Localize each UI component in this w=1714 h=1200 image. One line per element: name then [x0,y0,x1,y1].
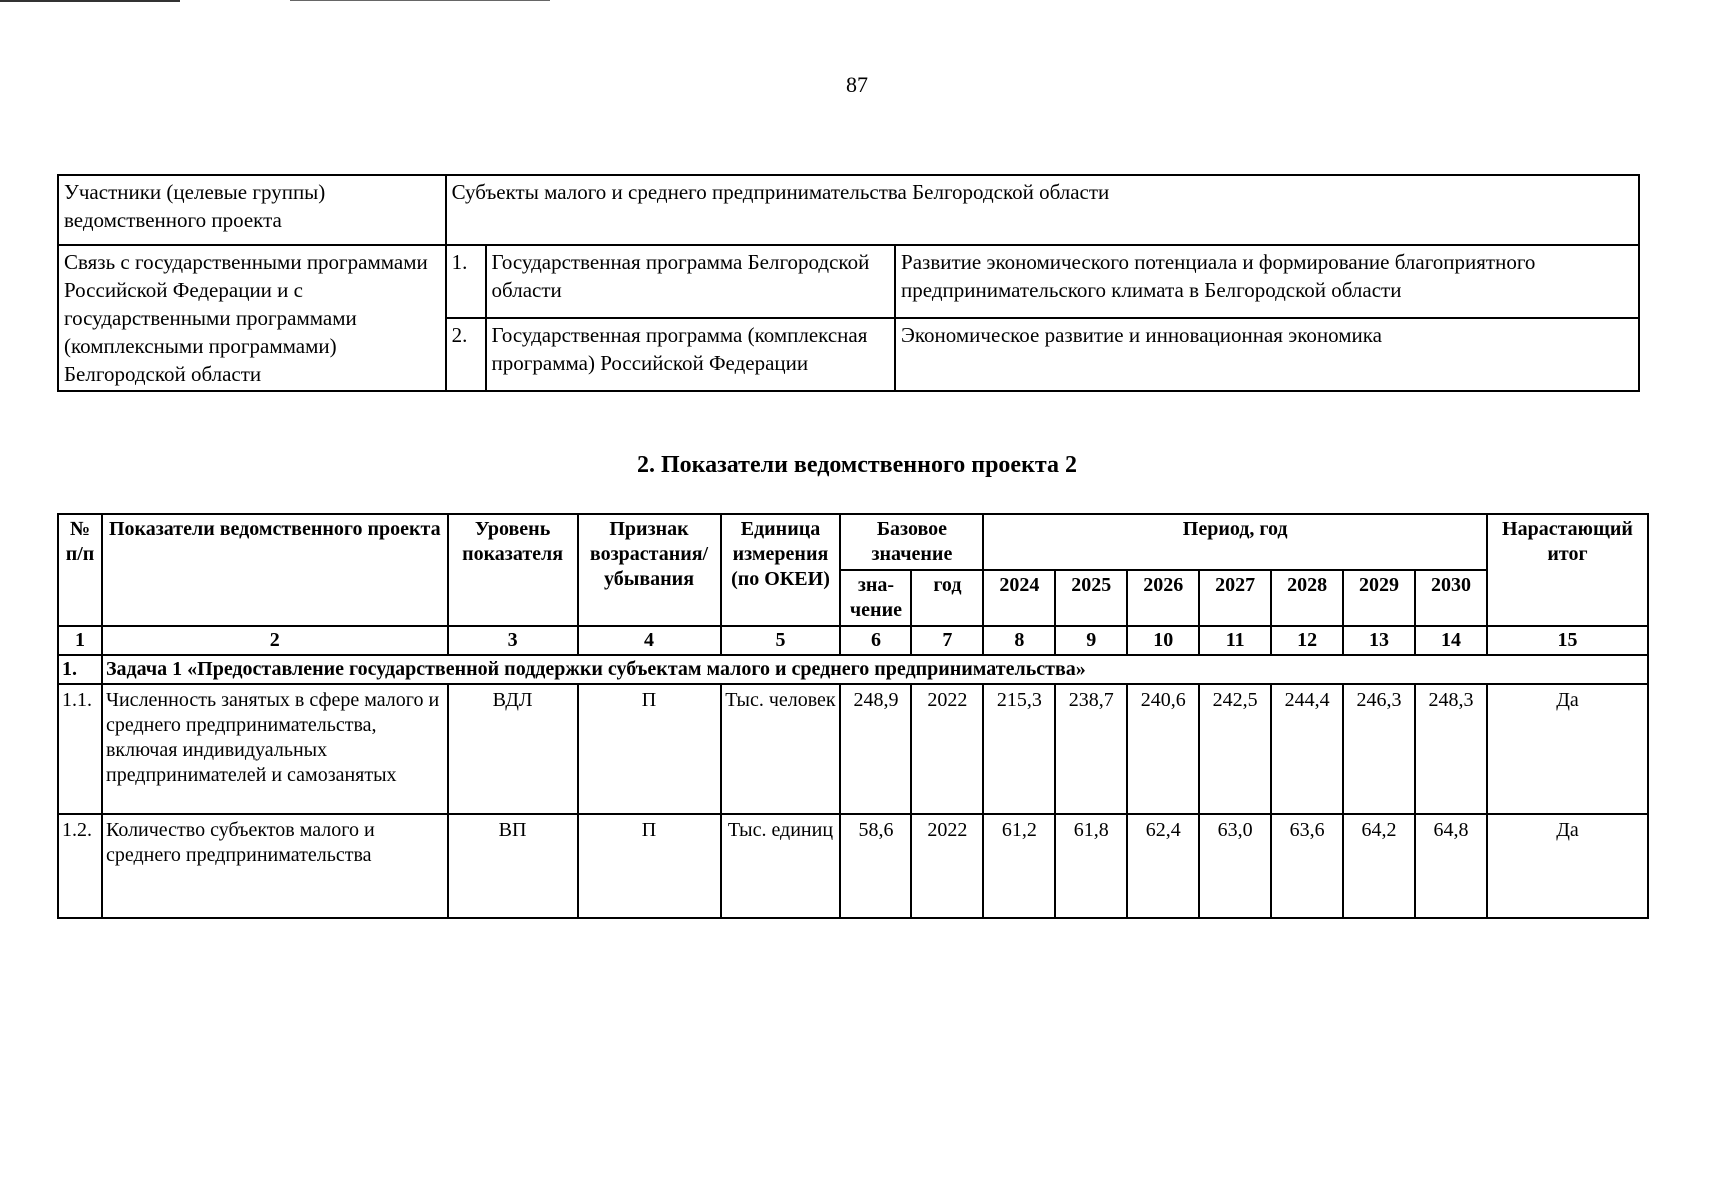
task-title: Задача 1 «Предоставление государственной поддержки субъектам малого и среднего предпринимательства» [102,655,1648,684]
indicator-year-value: 62,4 [1127,814,1199,918]
indicator-year-value: 246,3 [1343,684,1415,814]
indicator-trend: П [578,684,721,814]
column-number: 11 [1199,626,1271,655]
column-number: 7 [911,626,983,655]
indicator-row [58,814,1648,918]
column-number: 6 [840,626,911,655]
program-name: Развитие экономического потенциала и формирование благоприятного предпринимательского климата в Белгородской области [895,245,1639,318]
project-info-table [57,174,1640,392]
indicator-base-value: 58,6 [840,814,911,918]
task-number: 1. [58,655,102,684]
indicators-table [57,513,1649,919]
program-link-label: Связь с государственными программами Российской Федерации и с государственными программами (комплексными программами) Белгородской области [58,245,446,391]
indicator-level: ВДЛ [448,684,578,814]
indicator-year-value: 242,5 [1199,684,1271,814]
header-base-year: год [911,570,983,626]
header-year: 2030 [1415,570,1487,626]
column-number: 4 [578,626,721,655]
column-number-row [58,626,1648,655]
column-number: 2 [102,626,448,655]
header-base: Базовое значение [840,514,983,570]
indicator-base-year: 2022 [911,684,983,814]
indicator-level: ВП [448,814,578,918]
indicator-year-value: 64,8 [1415,814,1487,918]
indicator-year-value: 240,6 [1127,684,1199,814]
indicator-year-value: 61,2 [983,814,1055,918]
column-number: 15 [1487,626,1648,655]
indicator-year-value: 248,3 [1415,684,1487,814]
program-name: Экономическое развитие и инновационная экономика [895,318,1639,391]
indicator-year-value: 63,6 [1271,814,1343,918]
indicator-base-value: 248,9 [840,684,911,814]
scan-edge-line [0,0,180,2]
header-year: 2028 [1271,570,1343,626]
indicator-year-value: 61,8 [1055,814,1127,918]
header-num: № п/п [58,514,102,626]
column-number: 12 [1271,626,1343,655]
indicator-unit: Тыс. единиц [721,814,841,918]
task-row [58,655,1648,684]
column-number: 5 [721,626,841,655]
indicator-name: Количество субъектов малого и среднего предпринимательства [102,814,448,918]
indicator-row [58,684,1648,814]
column-number: 13 [1343,626,1415,655]
program-number: 2. [446,318,486,391]
header-indicator: Показатели ведомственного проекта [102,514,448,626]
scan-edge-line [290,0,550,1]
header-base-value: зна-чение [840,570,911,626]
header-cumulative: Нарастающий итог [1487,514,1648,626]
indicator-unit: Тыс. человек [721,684,841,814]
header-period: Период, год [983,514,1487,570]
header-unit: Единица измерения (по ОКЕИ) [721,514,841,626]
indicator-base-year: 2022 [911,814,983,918]
column-number: 9 [1055,626,1127,655]
column-number: 8 [983,626,1055,655]
program-number: 1. [446,245,486,318]
header-year: 2026 [1127,570,1199,626]
indicator-cumulative: Да [1487,684,1648,814]
program-type: Государственная программа (комплексная программа) Российской Федерации [486,318,896,391]
column-number: 1 [58,626,102,655]
column-number: 10 [1127,626,1199,655]
indicator-name: Численность занятых в сфере малого и среднего предпринимательства, включая индивидуальных предпринимателей и самозанятых [102,684,448,814]
section-title: 2. Показатели ведомственного проекта 2 [637,452,1077,478]
indicator-cumulative: Да [1487,814,1648,918]
indicator-year-value: 244,4 [1271,684,1343,814]
indicator-year-value: 215,3 [983,684,1055,814]
participants-label: Участники (целевые группы) ведомственного проекта [58,175,446,245]
indicator-year-value: 63,0 [1199,814,1271,918]
header-year: 2027 [1199,570,1271,626]
participants-row [58,175,1639,245]
indicator-trend: П [578,814,721,918]
indicator-year-value: 238,7 [1055,684,1127,814]
indicator-year-value: 64,2 [1343,814,1415,918]
header-trend: Признак возрастания/ убывания [578,514,721,626]
header-year: 2024 [983,570,1055,626]
header-year: 2029 [1343,570,1415,626]
page-number: 87 [846,72,868,97]
header-level: Уровень показателя [448,514,578,626]
participants-value: Субъекты малого и среднего предпринимательства Белгородской области [446,175,1639,245]
indicator-number: 1.2. [58,814,102,918]
program-row [58,245,1639,318]
program-type: Государственная программа Белгородской области [486,245,896,318]
indicator-number: 1.1. [58,684,102,814]
column-number: 3 [448,626,578,655]
column-number: 14 [1415,626,1487,655]
header-year: 2025 [1055,570,1127,626]
header-row [58,514,1648,570]
